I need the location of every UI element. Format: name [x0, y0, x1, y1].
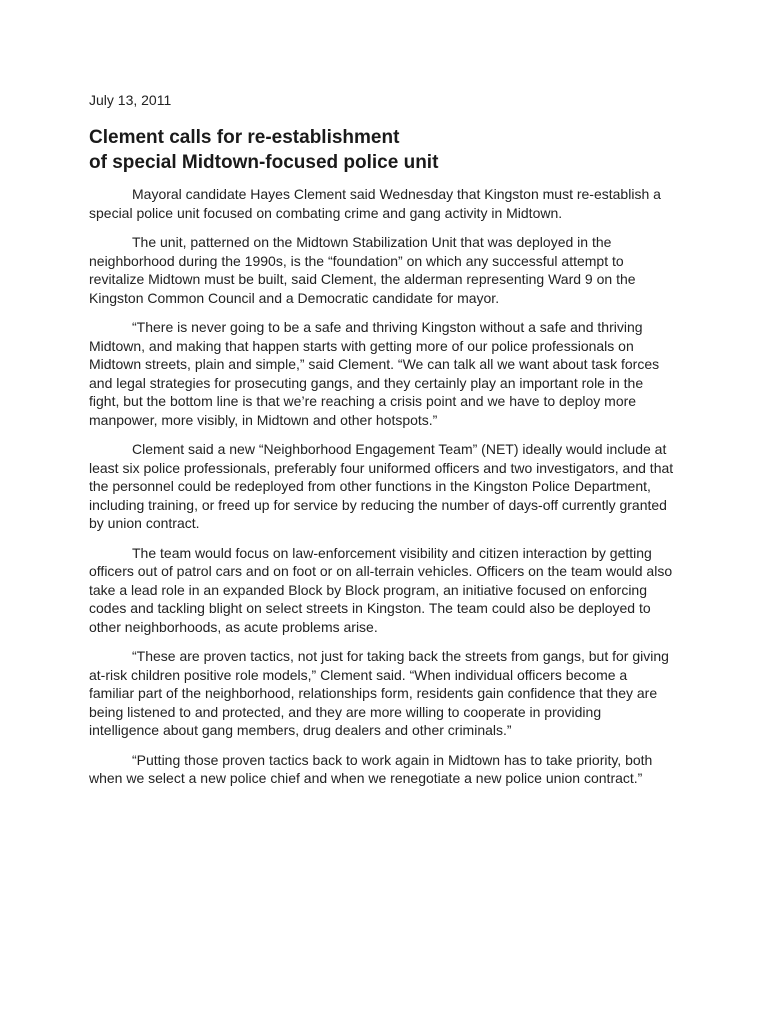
headline-line-1: Clement calls for re-establishment: [89, 127, 400, 148]
headline-line-2: of special Midtown-focused police unit: [89, 152, 439, 173]
body-paragraph: “These are proven tactics, not just for taking back the streets from gangs, but for giving at-risk children positive role models,” Clement said. “When individual officers become a familiar part of the neighborhood, relationships form, residents gain confidence that they are being listened to and protected, and they are more willing to cooperate in providing intelligence about gang members, drug dealers and other criminals.”: [89, 648, 669, 738]
headline: [89, 125, 674, 175]
body-paragraph: The team would focus on law-enforcement visibility and citizen interaction by getting officers out of patrol cars and on foot or on all-terrain vehicles. Officers on the team would also take a lead role in an expanded Block by Block program, an initiative focused on enforcing codes and tackling blight on select streets in Kingston. The team could also be deployed to other neighborhoods, as acute problems arise.: [89, 544, 673, 635]
body-paragraph: “Putting those proven tactics back to work again in Midtown has to take priority, both when we select a new police chief and when we renegotiate a new police union contract.”: [89, 751, 653, 786]
body-paragraph: Clement said a new “Neighborhood Engagement Team” (NET) ideally would include at least six police professionals, preferably four uniformed officers and two investigators, and that the personnel could be redeployed from other functions in the Kingston Police Department, including training, or freed up for service by reducing the number of days-off currently granted by union contract.: [89, 441, 674, 531]
press-release-page: [89, 90, 674, 799]
body-paragraph: Mayoral candidate Hayes Clement said Wednesday that Kingston must re-establish a special police unit focused on combating crime and gang activity in Midtown.: [89, 186, 661, 221]
release-date: July 13, 2011: [89, 92, 172, 108]
body-paragraph: The unit, patterned on the Midtown Stabilization Unit that was deployed in the neighborhood during the 1990s, is the “foundation” on which any successful attempt to revitalize Midtown must be built, said Clement, the alderman representing Ward 9 on the Kingston Common Council and a Democratic candidate for mayor.: [89, 234, 636, 306]
body-paragraph: “There is never going to be a safe and thriving Kingston without a safe and thriving Midtown, and making that happen starts with getting more of our police professionals on Midtown streets, plain and simple,” said Clement. “We can talk all we want about task forces and legal strategies for prosecuting gangs, and they certainly play an important role in the fight, but the bottom line is that we’re reaching a crisis point and we have to deploy more manpower, more visibly, in Midtown and other hotspots.”: [89, 319, 660, 428]
